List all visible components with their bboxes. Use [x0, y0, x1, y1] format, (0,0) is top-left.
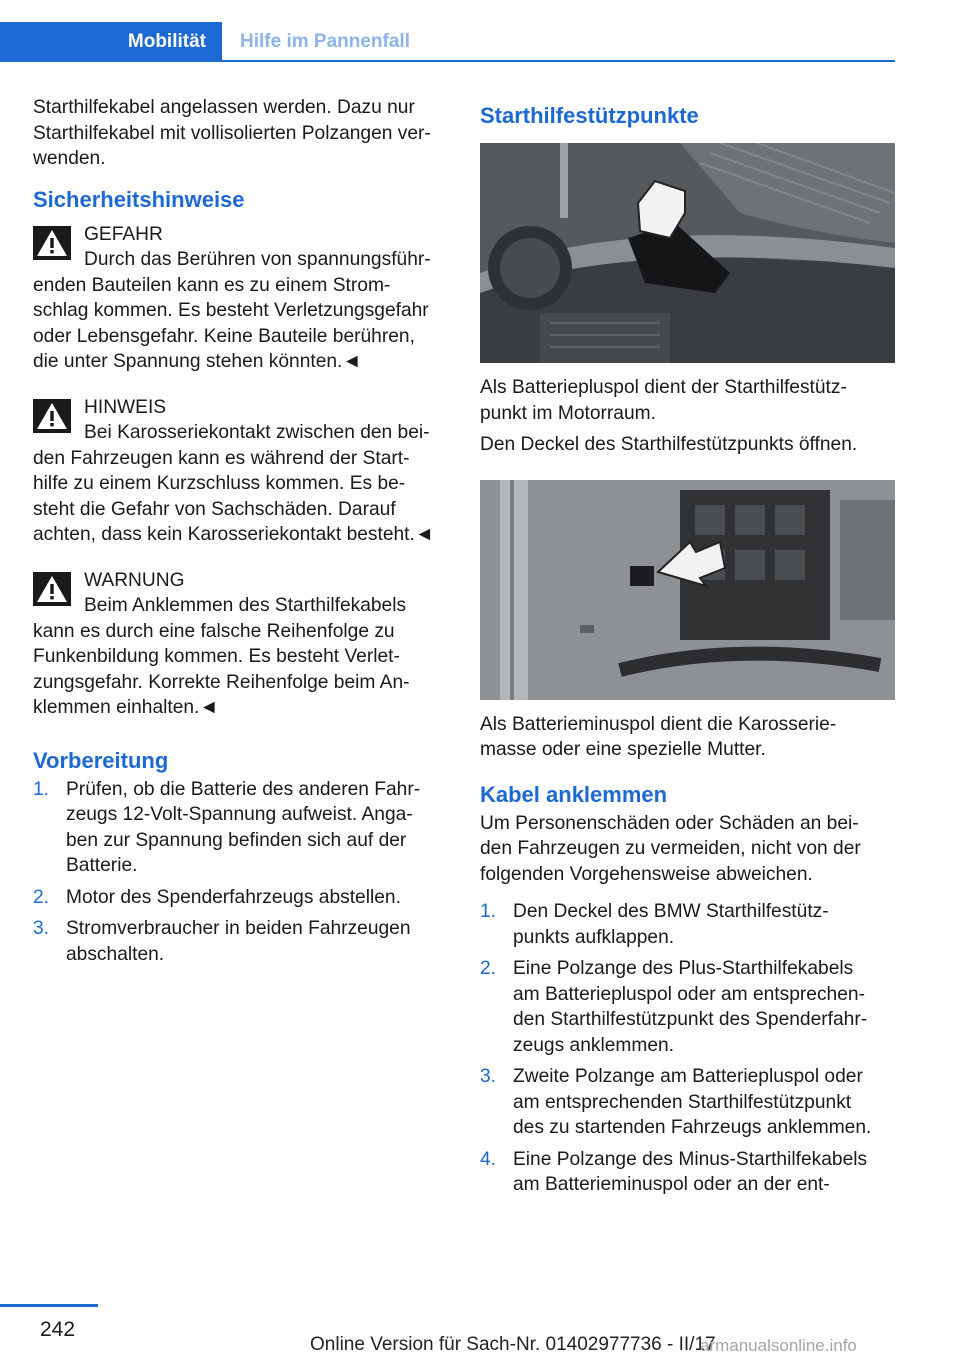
tab-mobilitaet[interactable]: Mobilität	[0, 22, 222, 62]
page-number: 242	[40, 1318, 76, 1341]
warning-text: Durch das Berühren von spannungsführ- enden Bauteilen kann es zu einem Strom- schlag kommen. Es besteht Verletzungsgefahr oder Lebensgefahr. Keine Bauteile berühren, die unter Spannung stehen könnten.◄	[33, 249, 431, 372]
online-version-note: Online Version für Sach-Nr. 01402977736 - II/17	[310, 1334, 716, 1355]
list-item: 2. Eine Polzange des Plus-Starthilfekabels am Batteriepluspol oder am entsprechen- den Starthilfestützpunkt des Spenderfahr- zeugs anklemmen.	[480, 958, 868, 1056]
list-item: 1. Prüfen, ob die Batterie des anderen Fahr- zeugs 12-Volt-Spannung aufweist. Anga- ben zur Spannung befinden sich auf der Batterie.	[33, 778, 421, 876]
warning-text: Bei Karosseriekontakt zwischen den bei- den Fahrzeugen kann es während der Start- hilfe zu einem Kurzschluss kommen. Es be- steht die Gefahr von Sachschäden. Darauf achten, dass kein Karosseriekontakt besteht.◄	[33, 422, 434, 545]
caption-plus-pole: Als Batteriepluspol dient der Starthilfestütz- punkt im Motorraum.	[480, 377, 847, 424]
list-item: 1. Den Deckel des BMW Starthilfestütz- punkts aufklappen.	[480, 901, 829, 948]
prep-steps-list	[33, 777, 448, 968]
warning-title: WARNUNG	[84, 569, 185, 591]
warning-text: Beim Anklemmen des Starthilfekabels kann es durch eine falsche Reihenfolge zu Funkenbildung kommen. Es besteht Verlet- zungsgefahr. Korrekte Reihenfolge beim An- klemmen einhalten.◄	[33, 595, 410, 718]
header-rule	[222, 60, 895, 62]
footer-rule	[0, 1304, 98, 1307]
safety-heading: Sicherheitshinweise	[33, 186, 245, 212]
list-item: 4. Eine Polzange des Minus-Starthilfekabels am Batterieminuspol oder an der ent-	[480, 1148, 868, 1195]
cable-steps-list	[480, 899, 900, 1198]
warning-hinweis	[33, 395, 448, 548]
cable-heading: Kabel anklemmen	[480, 781, 668, 807]
tab-hilfe-im-pannenfall[interactable]: Hilfe im Pannenfall	[240, 31, 410, 52]
cable-intro: Um Personenschäden oder Schäden an bei- den Fahrzeugen zu vermeiden, nicht von der folgenden Vorgehensweise abweichen.	[480, 812, 861, 885]
warning-title: GEFAHR	[84, 223, 163, 245]
engine-bay-photo-plus	[480, 143, 895, 363]
warning-triangle-icon	[33, 572, 71, 606]
prep-heading: Vorbereitung	[33, 747, 169, 773]
caption-open-lid: Den Deckel des Starthilfestützpunkts öffnen.	[480, 434, 858, 455]
warning-triangle-icon	[33, 399, 71, 433]
right-column	[480, 95, 900, 1198]
warning-title: HINWEIS	[84, 396, 167, 418]
engine-bay-photo-minus	[480, 480, 895, 700]
list-item: 3. Stromverbraucher in beiden Fahrzeugen abschalten.	[33, 918, 411, 965]
caption-minus-pole: Als Batterieminuspol dient die Karosserie- masse oder eine spezielle Mutter.	[480, 713, 837, 760]
list-item: 3. Zweite Polzange am Batteriepluspol oder am entsprechenden Starthilfestützpunkt des zu startenden Fahrzeugs anklemmen.	[480, 1066, 872, 1138]
watermark: armanualsonline.info	[700, 1336, 857, 1355]
list-item: 2. Motor des Spenderfahrzeugs abstellen.	[33, 886, 401, 908]
intro-paragraph: Starthilfekabel angelassen werden. Dazu nur Starthilfekabel mit vollisolierten Polzangen ver- wenden.	[33, 97, 431, 169]
left-column	[33, 95, 448, 967]
chapter-header	[0, 0, 960, 62]
points-heading: Starthilfestützpunkte	[480, 103, 699, 128]
warning-triangle-icon	[33, 226, 71, 260]
warning-warnung	[33, 568, 448, 721]
warning-gefahr	[33, 222, 448, 375]
